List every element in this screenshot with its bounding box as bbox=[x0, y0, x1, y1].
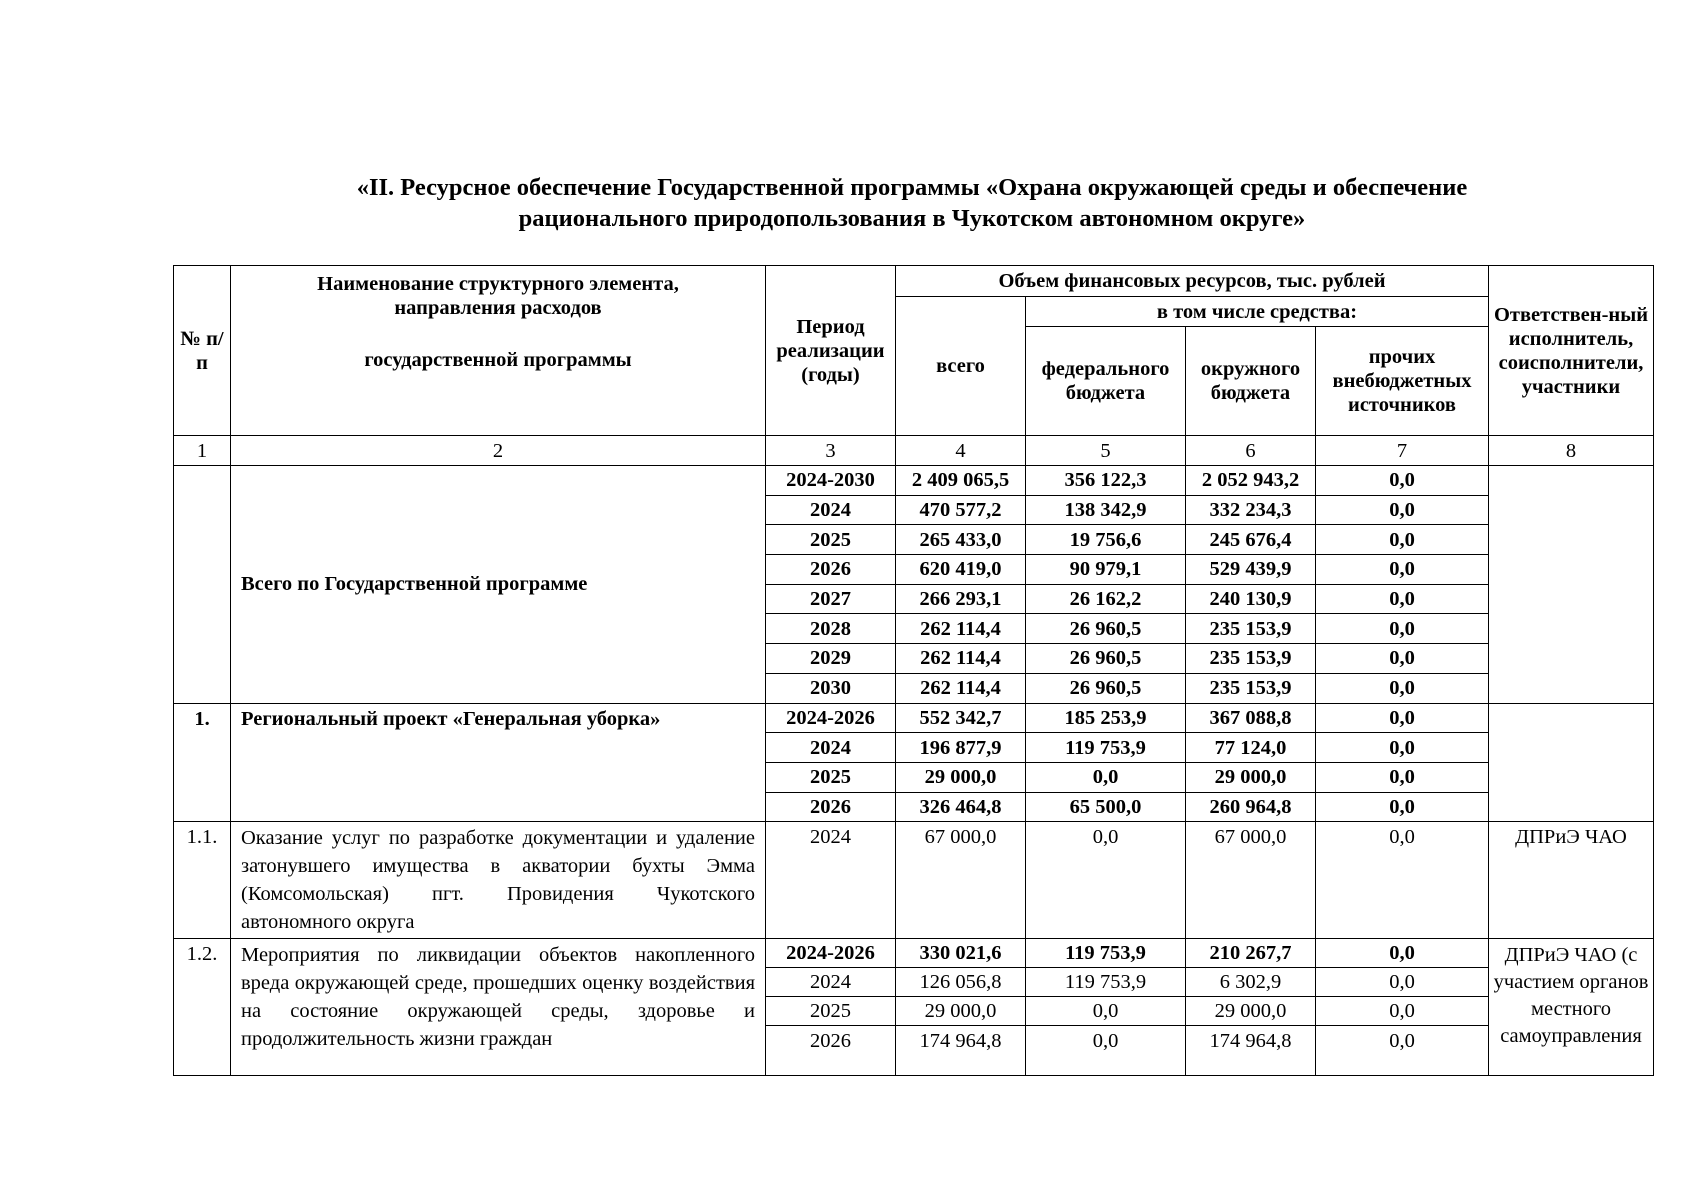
s12-district: 6 302,9 bbox=[1186, 968, 1316, 997]
total-district: 2 052 943,2 bbox=[1186, 466, 1316, 496]
header-volume: Объем финансовых ресурсов, тыс. рублей bbox=[896, 266, 1489, 297]
total-other: 0,0 bbox=[1316, 584, 1489, 614]
col-number: 3 bbox=[766, 436, 896, 466]
s1-period: 2025 bbox=[766, 762, 896, 792]
total-other: 0,0 bbox=[1316, 673, 1489, 703]
s12-district: 29 000,0 bbox=[1186, 997, 1316, 1026]
s11-num: 1.1. bbox=[174, 822, 231, 939]
s12-period: 2024 bbox=[766, 968, 896, 997]
col-number: 2 bbox=[231, 436, 766, 466]
header-num: № п/п bbox=[174, 266, 231, 436]
total-sum: 266 293,1 bbox=[896, 584, 1026, 614]
total-federal: 26 960,5 bbox=[1026, 614, 1186, 644]
total-period: 2026 bbox=[766, 555, 896, 585]
total-federal: 26 960,5 bbox=[1026, 673, 1186, 703]
s12-period: 2026 bbox=[766, 1026, 896, 1076]
col-number: 7 bbox=[1316, 436, 1489, 466]
s12-total: 29 000,0 bbox=[896, 997, 1026, 1026]
total-district: 332 234,3 bbox=[1186, 495, 1316, 525]
total-district: 235 153,9 bbox=[1186, 673, 1316, 703]
s12-federal: 119 753,9 bbox=[1026, 939, 1186, 968]
s1-name: Региональный проект «Генеральная уборка» bbox=[231, 703, 766, 822]
header-period: Период реализации (годы) bbox=[766, 266, 896, 436]
s12-num: 1.2. bbox=[174, 939, 231, 1076]
total-other: 0,0 bbox=[1316, 466, 1489, 496]
total-period: 2024 bbox=[766, 495, 896, 525]
header-name-line-2: направления расходов bbox=[394, 297, 602, 319]
header-other: прочих внебюджетных источников bbox=[1316, 327, 1489, 436]
s12-federal: 0,0 bbox=[1026, 1026, 1186, 1076]
s12-other: 0,0 bbox=[1316, 939, 1489, 968]
s11-other: 0,0 bbox=[1316, 822, 1489, 939]
s1-district: 29 000,0 bbox=[1186, 762, 1316, 792]
s1-period: 2024 bbox=[766, 733, 896, 763]
total-district: 235 153,9 bbox=[1186, 614, 1316, 644]
total-other: 0,0 bbox=[1316, 614, 1489, 644]
s1-total: 29 000,0 bbox=[896, 762, 1026, 792]
col-number: 1 bbox=[174, 436, 231, 466]
s11-period: 2024 bbox=[766, 822, 896, 939]
s12-other: 0,0 bbox=[1316, 1026, 1489, 1076]
title-line-1: «II. Ресурсное обеспечение Государственной программы «Охрана окружающей среды и обеспечение bbox=[356, 174, 1468, 201]
header-name-line-1: Наименование структурного элемента, bbox=[317, 273, 679, 295]
s12-district: 174 964,8 bbox=[1186, 1026, 1316, 1076]
total-sum: 262 114,4 bbox=[896, 614, 1026, 644]
s1-other: 0,0 bbox=[1316, 733, 1489, 763]
total-num-cell bbox=[174, 466, 231, 704]
header-federal: федерального бюджета bbox=[1026, 327, 1186, 436]
s1-other: 0,0 bbox=[1316, 762, 1489, 792]
total-period: 2025 bbox=[766, 525, 896, 555]
s1-other: 0,0 bbox=[1316, 703, 1489, 733]
s1-total: 326 464,8 bbox=[896, 792, 1026, 822]
s11-name: Оказание услуг по разработке документации и удаление затонувшего имущества в акватории бухты Эмма (Комсомольская) пгт. Провидения Чукотского автономного округа bbox=[231, 822, 766, 939]
col-number: 6 bbox=[1186, 436, 1316, 466]
s1-federal: 119 753,9 bbox=[1026, 733, 1186, 763]
s1-responsible-cell bbox=[1489, 703, 1654, 822]
s1-period: 2024-2026 bbox=[766, 703, 896, 733]
s1-total: 552 342,7 bbox=[896, 703, 1026, 733]
total-other: 0,0 bbox=[1316, 495, 1489, 525]
total-period: 2024-2030 bbox=[766, 466, 896, 496]
s1-federal: 0,0 bbox=[1026, 762, 1186, 792]
total-sum: 2 409 065,5 bbox=[896, 466, 1026, 496]
total-responsible-cell bbox=[1489, 466, 1654, 704]
total-federal: 26 960,5 bbox=[1026, 644, 1186, 674]
header-name bbox=[231, 266, 766, 436]
header-district: окружного бюджета bbox=[1186, 327, 1316, 436]
s12-responsible: ДПРиЭ ЧАО (с участием органов местного самоуправления bbox=[1489, 939, 1654, 1076]
total-district: 245 676,4 bbox=[1186, 525, 1316, 555]
s1-district: 260 964,8 bbox=[1186, 792, 1316, 822]
col-number: 5 bbox=[1026, 436, 1186, 466]
total-sum: 262 114,4 bbox=[896, 673, 1026, 703]
s11-responsible: ДПРиЭ ЧАО bbox=[1489, 822, 1654, 939]
total-federal: 138 342,9 bbox=[1026, 495, 1186, 525]
header-responsible: Ответствен-ный исполнитель, соисполнители, участники bbox=[1489, 266, 1654, 436]
s1-district: 77 124,0 bbox=[1186, 733, 1316, 763]
total-name: Всего по Государственной программе bbox=[231, 466, 766, 704]
total-federal: 26 162,2 bbox=[1026, 584, 1186, 614]
s12-federal: 119 753,9 bbox=[1026, 968, 1186, 997]
total-period: 2028 bbox=[766, 614, 896, 644]
s11-federal: 0,0 bbox=[1026, 822, 1186, 939]
s12-period: 2024-2026 bbox=[766, 939, 896, 968]
total-sum: 262 114,4 bbox=[896, 644, 1026, 674]
resource-table bbox=[173, 265, 1654, 1076]
total-district: 529 439,9 bbox=[1186, 555, 1316, 585]
document-title bbox=[172, 172, 1652, 234]
total-period: 2027 bbox=[766, 584, 896, 614]
col-number: 8 bbox=[1489, 436, 1654, 466]
total-federal: 90 979,1 bbox=[1026, 555, 1186, 585]
total-district: 240 130,9 bbox=[1186, 584, 1316, 614]
total-period: 2029 bbox=[766, 644, 896, 674]
s1-num: 1. bbox=[174, 703, 231, 822]
total-district: 235 153,9 bbox=[1186, 644, 1316, 674]
total-other: 0,0 bbox=[1316, 555, 1489, 585]
total-period: 2030 bbox=[766, 673, 896, 703]
header-including: в том числе средства: bbox=[1026, 297, 1489, 327]
s12-period: 2025 bbox=[766, 997, 896, 1026]
s12-federal: 0,0 bbox=[1026, 997, 1186, 1026]
s1-federal: 65 500,0 bbox=[1026, 792, 1186, 822]
total-other: 0,0 bbox=[1316, 644, 1489, 674]
total-federal: 356 122,3 bbox=[1026, 466, 1186, 496]
s12-total: 126 056,8 bbox=[896, 968, 1026, 997]
total-sum: 265 433,0 bbox=[896, 525, 1026, 555]
total-sum: 620 419,0 bbox=[896, 555, 1026, 585]
s1-district: 367 088,8 bbox=[1186, 703, 1316, 733]
col-number: 4 bbox=[896, 436, 1026, 466]
title-line-2: рационального природопользования в Чукотском автономном округе» bbox=[518, 205, 1306, 232]
s12-total: 174 964,8 bbox=[896, 1026, 1026, 1076]
s1-period: 2026 bbox=[766, 792, 896, 822]
s11-total: 67 000,0 bbox=[896, 822, 1026, 939]
s12-district: 210 267,7 bbox=[1186, 939, 1316, 968]
total-federal: 19 756,6 bbox=[1026, 525, 1186, 555]
s12-name: Мероприятия по ликвидации объектов накопленного вреда окружающей среде, прошедших оценку воздействия на состояние окружающей среды, здоровье и продолжительность жизни граждан bbox=[231, 939, 766, 1076]
total-other: 0,0 bbox=[1316, 525, 1489, 555]
s1-federal: 185 253,9 bbox=[1026, 703, 1186, 733]
s12-total: 330 021,6 bbox=[896, 939, 1026, 968]
s12-other: 0,0 bbox=[1316, 968, 1489, 997]
s1-total: 196 877,9 bbox=[896, 733, 1026, 763]
total-sum: 470 577,2 bbox=[896, 495, 1026, 525]
s1-other: 0,0 bbox=[1316, 792, 1489, 822]
header-total: всего bbox=[896, 297, 1026, 436]
s12-other: 0,0 bbox=[1316, 997, 1489, 1026]
s11-district: 67 000,0 bbox=[1186, 822, 1316, 939]
header-name-line-3: государственной программы bbox=[364, 349, 632, 371]
